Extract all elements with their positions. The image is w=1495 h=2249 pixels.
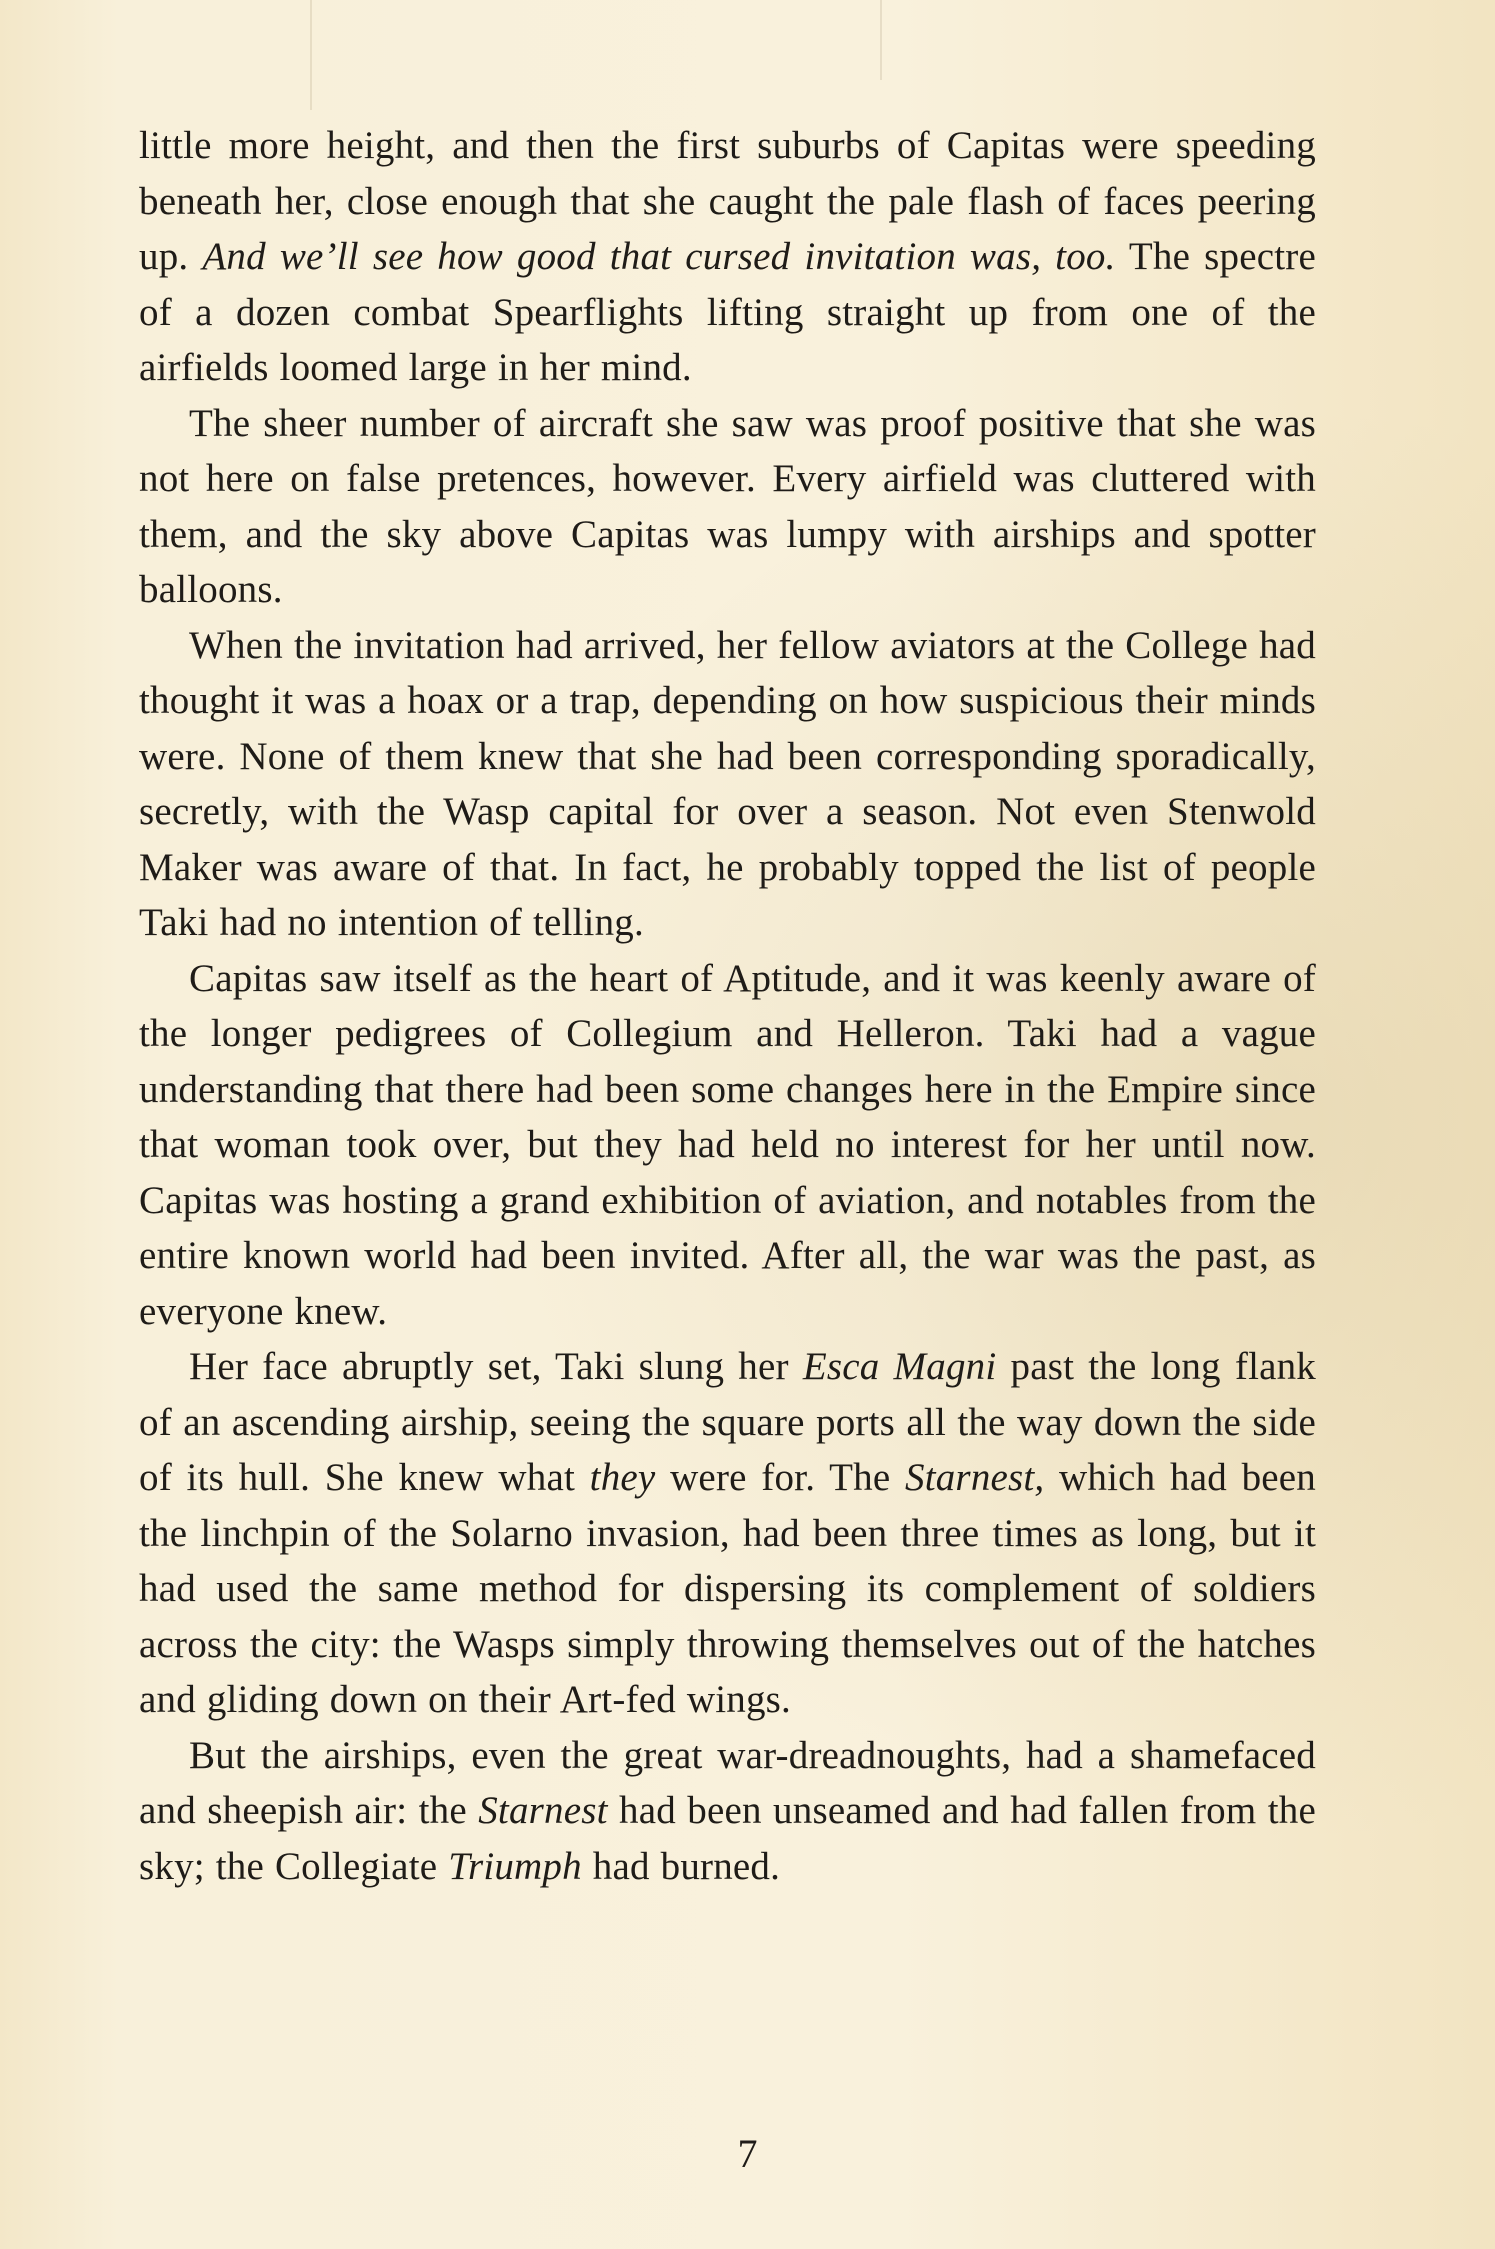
text-segment: The spectre of a dozen combat Spearflights lifting straight up from one of the airfields loomed large in her mind.: [139, 235, 1316, 389]
text-segment: had burned.: [581, 1844, 781, 1888]
italic-segment: Starnest: [478, 1789, 608, 1832]
text-segment: past the long flank of an ascending airship, seeing the square ports all the way down the side of its hull. She knew what: [139, 1345, 1317, 1499]
paragraph: [139, 618, 1316, 951]
paragraph: [139, 1728, 1316, 1895]
text-segment: which had been the linchpin of the Solarno invasion, had been three times as long, but it had used the same method for dispersing its complement of soldiers across the city: the Wasps simply throwing themselves out of the hatches and gliding down on their Art-fed wings.: [139, 1456, 1316, 1721]
text-segment: little more height, and then the first suburbs of Capitas were speeding beneath her, close enough that she caught the pale flash of faces peering up.: [139, 124, 1316, 278]
paragraph: [139, 396, 1316, 618]
italic-segment: they: [589, 1456, 656, 1499]
italic-segment: And we’ll see how good that cursed invitation was, too.: [202, 235, 1116, 278]
italic-segment: Triumph: [448, 1844, 582, 1888]
page-number: 7: [737, 2131, 758, 2176]
paragraph: [139, 1339, 1316, 1728]
paragraph: [139, 951, 1316, 1340]
text-segment: Capitas saw itself as the heart of Aptitude, and it was keenly aware of the longer pedigrees of Collegium and Helleron. Taki had a vague understanding that there had been some changes here in the Empire since that woman took over, but they had held no interest for her until now. Capitas was hosting a grand exhibition of aviation, and notables from the entire known world had been invited. After all, the war was the past, as everyone knew.: [139, 956, 1316, 1333]
italic-segment: Starnest,: [905, 1456, 1045, 1499]
text-segment: had been unseamed and had fallen from the sky; the Collegiate: [139, 1789, 1316, 1888]
text-segment: were for. The: [655, 1456, 905, 1499]
text-segment: The sheer number of aircraft she saw was proof positive that she was not here on false pretences, however. Every airfield was cluttered with them, and the sky above Capitas was lumpy with airships and spotter balloons.: [139, 401, 1316, 611]
page-crease: [880, 0, 882, 80]
paragraph: [139, 118, 1316, 396]
italic-segment: Esca Magni: [802, 1345, 997, 1388]
page-crease: [310, 0, 312, 110]
text-segment: When the invitation had arrived, her fellow aviators at the College had thought it was a hoax or a trap, depending on how suspicious their minds were. None of them knew that she had been corresponding sporadically, secretly, with the Wasp capital for over a season. Not even Stenwold Maker was aware of that. In fact, he probably topped the list of people Taki had no intention of telling.: [139, 623, 1316, 944]
text-segment: Her face abruptly set, Taki slung her: [189, 1345, 803, 1388]
text-segment: But the airships, even the great war-dreadnoughts, had a shamefaced and sheepish air: the: [139, 1733, 1316, 1832]
body-text: [139, 118, 1316, 1894]
